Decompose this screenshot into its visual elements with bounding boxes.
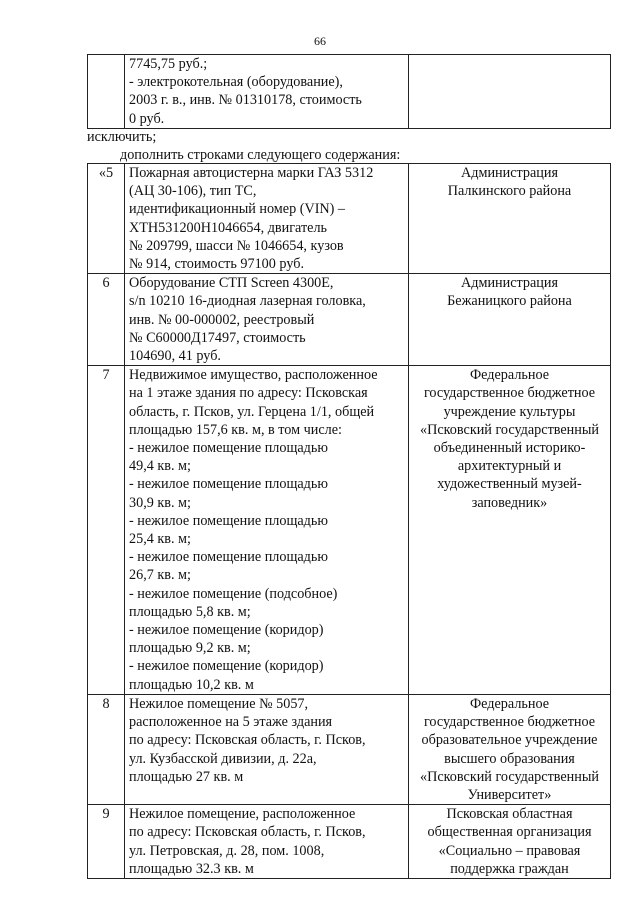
description-line: (АЦ 30-106), тип ТС, (129, 183, 257, 200)
description-line: идентификационный номер (VIN) – (129, 201, 346, 218)
description-cell (125, 694, 409, 804)
description-line: ул. Кузбасской дивизии, д. 22а, (129, 750, 317, 767)
row-number: 8 (88, 694, 125, 804)
description-line: Нежилое помещение № 5057, (129, 695, 309, 712)
exclude-instruction: исключить; (87, 129, 157, 145)
description-cell (125, 274, 409, 366)
description-line: № 209799, шасси № 1046654, кузов (129, 237, 344, 254)
organization-line: художественный музей- (437, 476, 582, 493)
description-line: 2003 г. в., инв. № 01310178, стоимость (129, 92, 362, 109)
property-table (87, 163, 611, 879)
table-row (88, 805, 611, 879)
organization-line: учреждение культуры (443, 403, 576, 420)
table-row (88, 164, 611, 274)
previous-table-continuation (87, 54, 611, 129)
organization-cell (409, 805, 611, 879)
description-line: 30,9 кв. м; (129, 494, 191, 511)
organization-line: общественная организация (427, 824, 592, 841)
table-row (88, 366, 611, 695)
organization-cell (409, 274, 611, 366)
description-line: по адресу: Псковская область, г. Псков, (129, 732, 366, 749)
description-line: № С60000Д17497, стоимость (129, 329, 306, 346)
organization-line: Университет» (467, 786, 552, 803)
row-number: 7 (88, 366, 125, 695)
organization-line: архитектурный и (457, 458, 562, 475)
description-line: на 1 этаже здания по адресу: Псковская (129, 385, 368, 402)
organization-cell (409, 164, 611, 274)
organization-line: Бежаницкого района (447, 293, 572, 310)
table-row (88, 274, 611, 366)
number-cell (88, 55, 125, 129)
description-line: № 914, стоимость 97100 руб. (129, 256, 304, 273)
description-line: площадью 9,2 кв. м; (129, 640, 251, 657)
table-row (88, 694, 611, 804)
description-line: 25,4 кв. м; (129, 531, 191, 548)
description-line: Пожарная автоцистерна марки ГАЗ 5312 (129, 165, 374, 181)
description-line: 49,4 кв. м; (129, 458, 191, 475)
organization-line: поддержка граждан (450, 860, 569, 877)
description-line: Оборудование СТП Screen 4300E, (129, 275, 334, 292)
description-line: по адресу: Псковская область, г. Псков, (129, 824, 366, 841)
description-line: площадью 10,2 кв. м (129, 676, 254, 693)
description-line: - нежилое помещение (коридор) (129, 622, 324, 639)
description-line: - электрокотельная (оборудование), (129, 74, 343, 91)
organization-line: Палкинского района (447, 183, 572, 200)
description-line: 0 руб. (129, 110, 165, 127)
description-line: Нежилое помещение, расположенное (129, 806, 356, 823)
organization-cell (409, 694, 611, 804)
description-cell (125, 164, 409, 274)
organization-line: Псковская областная (446, 806, 573, 823)
row-number: «5 (88, 164, 125, 274)
organization-line: «Псковский государственный (420, 768, 599, 785)
organization-line: Федеральное (469, 695, 550, 712)
description-line: - нежилое помещение (коридор) (129, 658, 324, 675)
description-line: площадью 27 кв. м (129, 768, 244, 785)
description-line: область, г. Псков, ул. Герцена 1/1, общей (129, 403, 375, 420)
description-line: s/n 10210 16-диодная лазерная головка, (129, 293, 366, 310)
description-line: - нежилое помещение (подсобное) (129, 585, 338, 602)
description-line: 26,7 кв. м; (129, 567, 191, 584)
organization-line: государственное бюджетное (423, 714, 596, 731)
description-line: площадью 157,6 кв. м, в том числе: (129, 421, 342, 438)
row-number: 9 (88, 805, 125, 879)
description-line: инв. № 00-000002, реестровый (129, 311, 315, 328)
description-line: - нежилое помещение площадью (129, 549, 328, 566)
organization-line: государственное бюджетное (423, 385, 596, 402)
description-line: ул. Петровская, д. 28, пом. 1008, (129, 842, 325, 859)
organization-line: Администрация (461, 165, 558, 181)
organization-cell (409, 366, 611, 695)
description-line: - нежилое помещение площадью (129, 476, 328, 493)
description-cell (125, 805, 409, 879)
organization-line: «Социально – правовая (438, 842, 581, 859)
description-line: Недвижимое имущество, расположенное (129, 367, 378, 384)
description-line: - нежилое помещение площадью (129, 512, 328, 529)
description-line: 104690, 41 руб. (129, 348, 221, 365)
add-instruction: дополнить строками следующего содержания: (120, 147, 401, 163)
description-line: - нежилое помещение площадью (129, 440, 328, 457)
description-cell (125, 55, 409, 129)
description-cell (125, 366, 409, 695)
organization-line: заповедник» (471, 494, 548, 511)
description-line: ХТН531200Н1046654, двигатель (129, 219, 328, 236)
description-line: площадью 5,8 кв. м; (129, 603, 251, 620)
organization-line: образовательное учреждение (421, 732, 598, 749)
row-number: 6 (88, 274, 125, 366)
organization-cell (409, 55, 611, 129)
organization-line: «Псковский государственный (420, 421, 599, 438)
description-line: площадью 32.3 кв. м (129, 860, 254, 877)
organization-line: высшего образования (444, 750, 575, 767)
page-number: 66 (314, 34, 326, 48)
description-line: 7745,75 руб.; (129, 56, 208, 72)
organization-line: Федеральное (469, 367, 550, 384)
description-line: расположенное на 5 этаже здания (129, 714, 333, 731)
organization-line: Администрация (461, 275, 558, 292)
organization-line: объединенный историко- (433, 440, 586, 457)
table-row (88, 55, 611, 129)
